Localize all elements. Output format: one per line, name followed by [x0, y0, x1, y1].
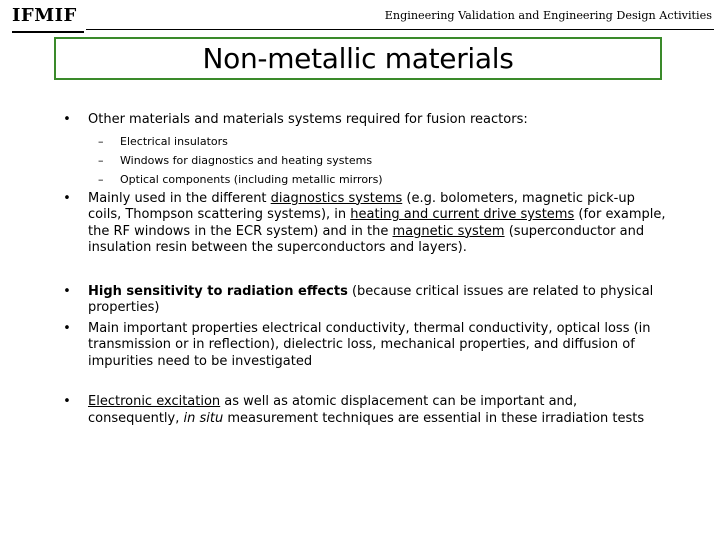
bullet-other-materials — [60, 112, 670, 129]
dash-icon: – — [98, 153, 104, 167]
bullet-electronic-excitation — [60, 394, 670, 427]
magnetic-system-text: magnetic system — [392, 223, 505, 239]
bullet-mainly-used — [60, 191, 670, 257]
bullet-text-part: as well as atomic displacement can be important and, consequently, — [88, 394, 578, 426]
sub-item-text: Windows for diagnostics and heating systems — [120, 153, 373, 167]
bullet-icon: • — [63, 320, 71, 336]
sub-item-text: Optical components (including metallic mirrors) — [120, 172, 383, 186]
bullet-text-part: (because critical issues are related to physical properties) — [88, 283, 654, 315]
bullet-text-part: (e.g. bolometers, magnetic pick-up coils, Thompson scattering systems), in — [88, 190, 635, 222]
bullet-text-part: Mainly used in the different — [88, 190, 271, 206]
diagnostics-systems-text: diagnostics systems — [270, 190, 403, 206]
bullet-text-part: measurement techniques are essential in these irradiation tests — [223, 410, 645, 426]
slide-title: Non-metallic materials — [202, 42, 514, 75]
bullet-main-properties — [60, 321, 670, 371]
in-situ-text: in situ — [183, 410, 224, 426]
header-divider — [86, 29, 714, 30]
dash-icon: – — [98, 172, 104, 186]
electronic-excitation-text: Electronic excitation — [88, 394, 221, 409]
bullet-icon: • — [63, 283, 71, 299]
bullet-text-part: (superconductor and insulation resin between the superconductors and layers). — [88, 223, 645, 255]
bullet-text: Main important properties electrical conductivity, thermal conductivity, optical loss (in transmission or in reflection), dielectric loss, mechanical properties, and diffusion of impurities need to be investigated — [88, 320, 651, 369]
ifmif-logo: IFMIF — [12, 5, 77, 26]
heating-systems-text: heating and current drive systems — [350, 207, 575, 222]
bullet-text-part: (for example, the RF windows in the ECR system) and in the — [88, 207, 666, 239]
sub-item-electrical-insulators — [60, 132, 670, 151]
bullet-bold-text: High sensitivity to radiation effects — [88, 283, 348, 299]
bullet-icon: • — [63, 394, 71, 409]
bullet-icon: • — [63, 190, 71, 206]
sub-list — [60, 132, 670, 189]
header-subtitle: Engineering Validation and Engineering Design Activities — [384, 9, 712, 22]
title-box — [54, 37, 662, 80]
logo-underline — [12, 31, 84, 33]
slide-content — [60, 112, 670, 427]
bullet-text: Other materials and materials systems required for fusion reactors: — [88, 112, 528, 127]
sub-item-windows — [60, 151, 670, 170]
sub-item-text: Electrical insulators — [120, 134, 228, 148]
sub-item-optical-components — [60, 170, 670, 189]
dash-icon: – — [98, 134, 104, 148]
bullet-icon: • — [63, 112, 71, 127]
bullet-high-sensitivity — [60, 284, 670, 317]
